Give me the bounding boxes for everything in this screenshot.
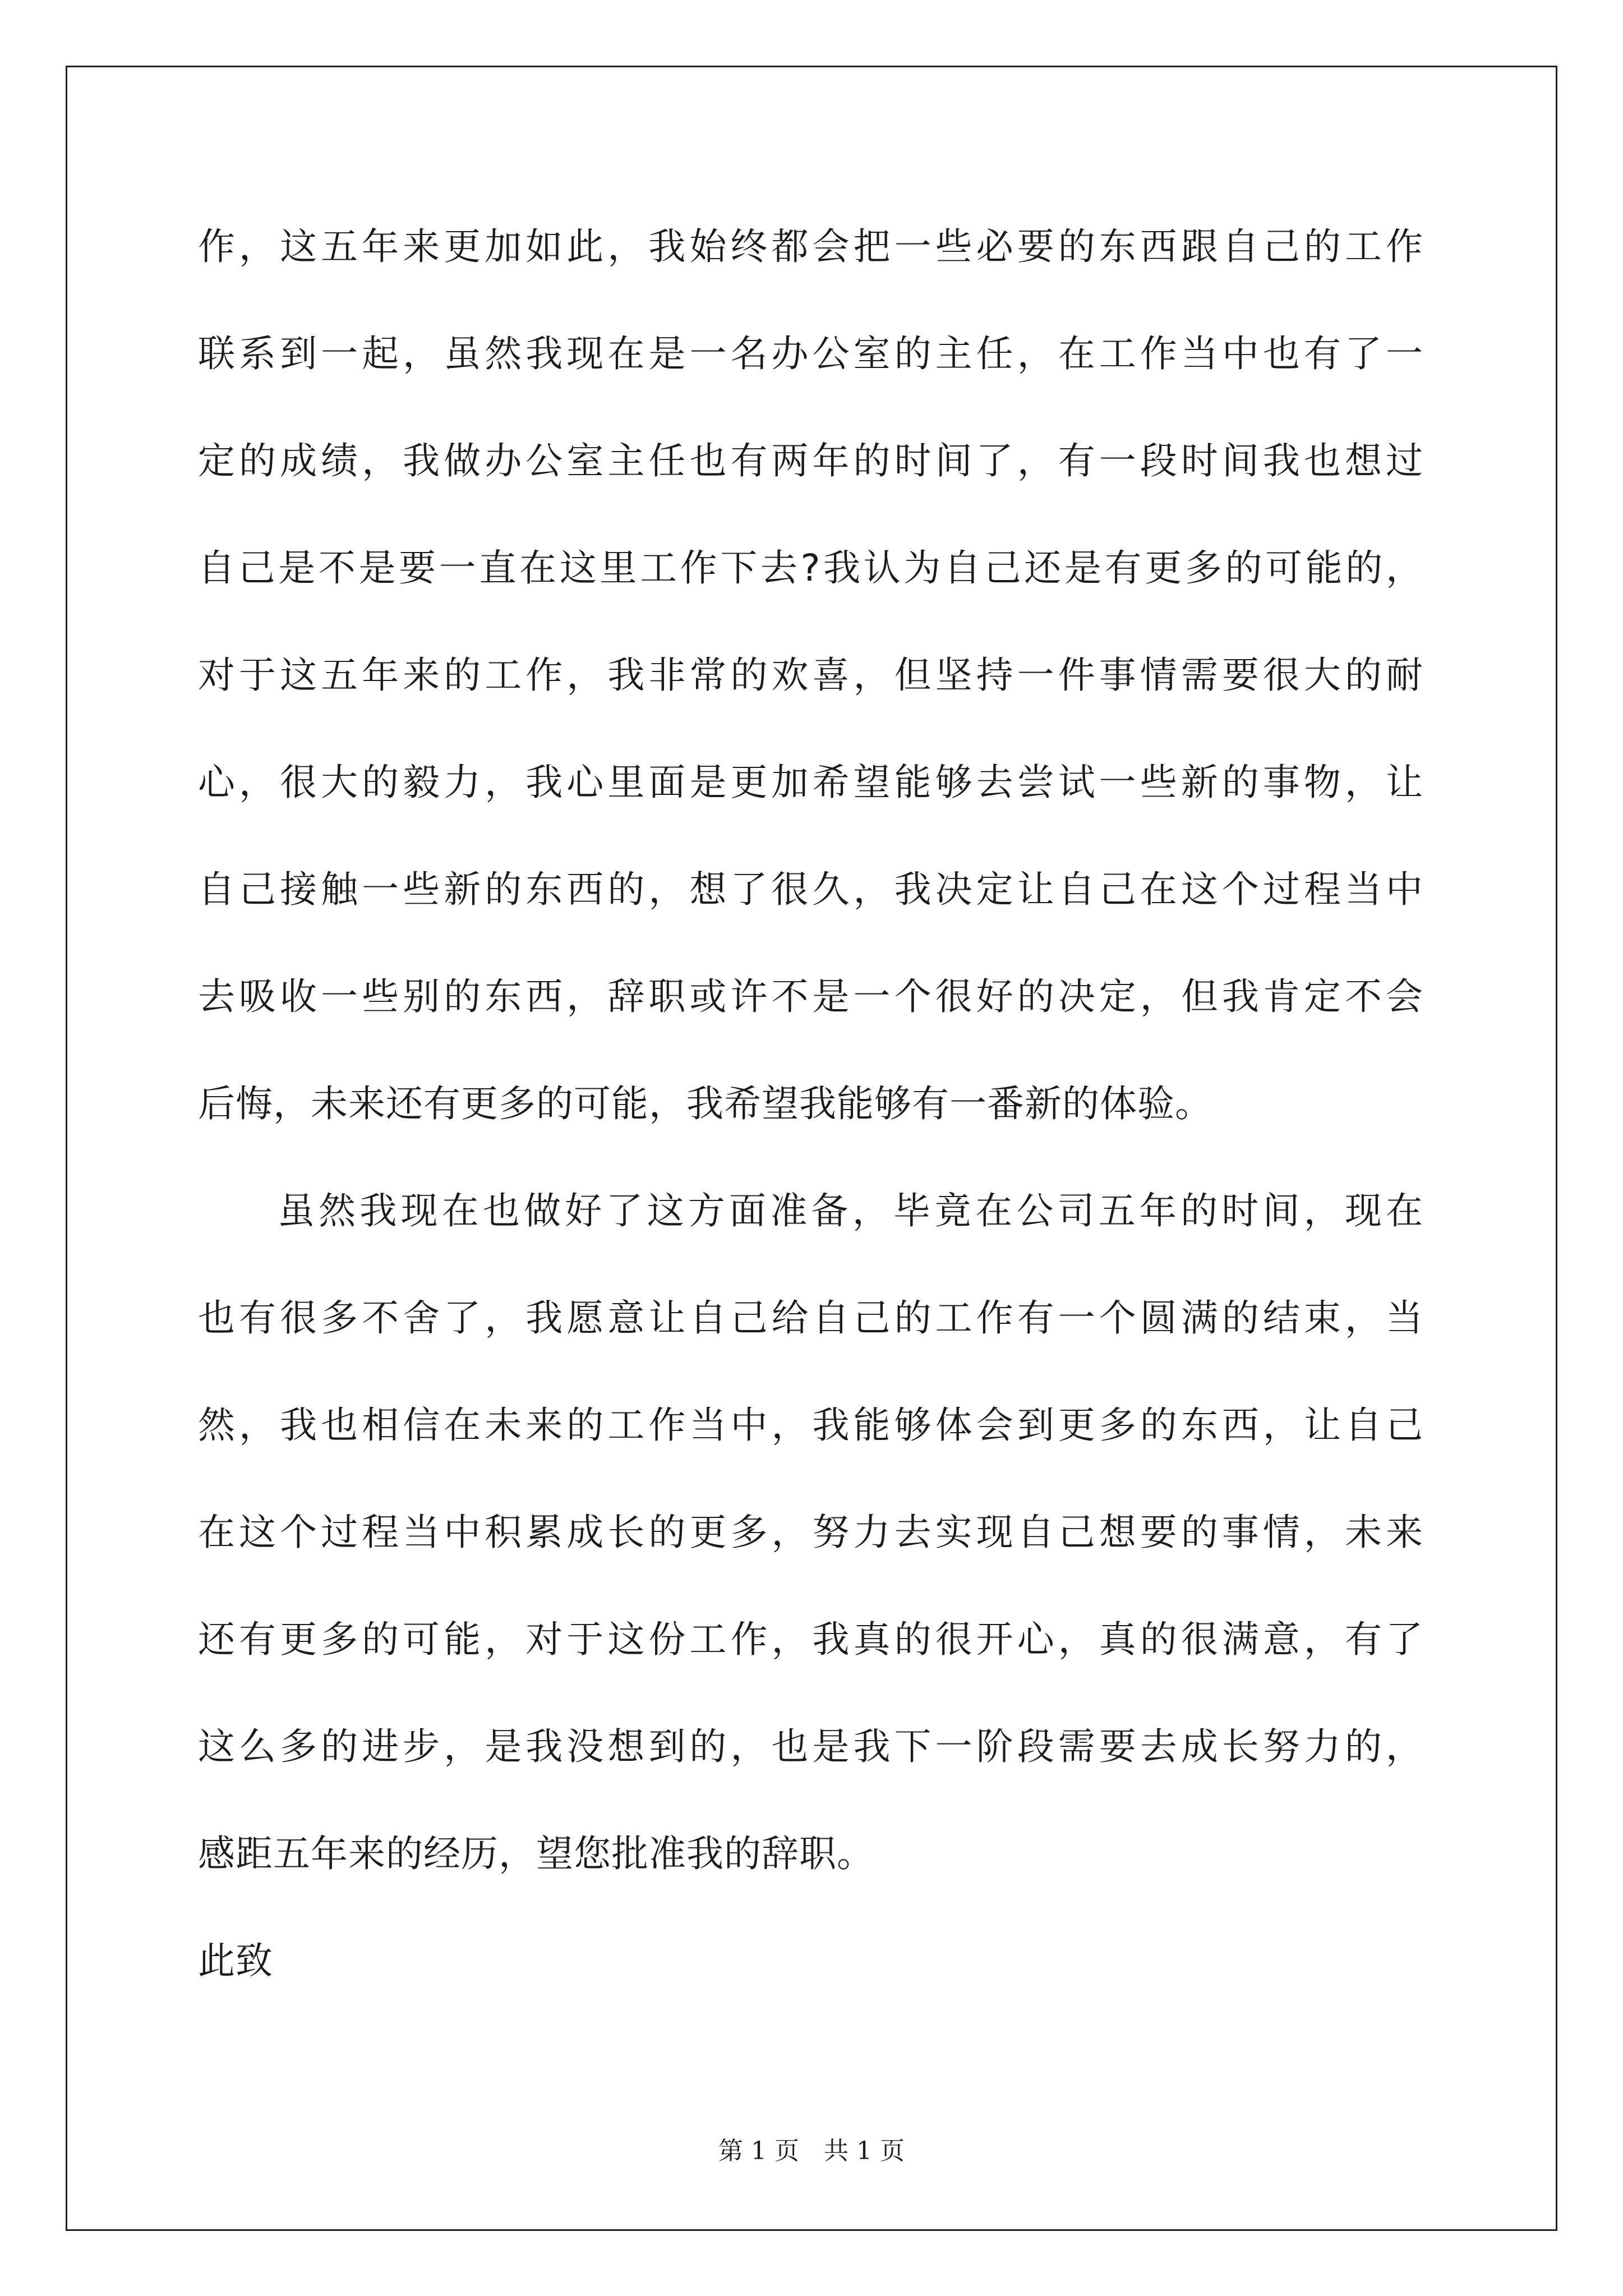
page-border — [66, 66, 1557, 2231]
page-number-footer: 第 1 页 共 1 页 — [718, 2137, 905, 2165]
body-line: 联系到一起，虽然我现在是一名办公室的主任，在工作当中也有了一 — [198, 332, 1423, 375]
body-line: 然，我也相信在未来的工作当中，我能够体会到更多的东西，让自己 — [198, 1404, 1423, 1447]
body-line: 自己是不是要一直在这里工作下去?我认为自己还是有更多的可能的， — [198, 546, 1423, 590]
body-line: 定的成绩，我做办公室主任也有两年的时间了，有一段时间我也想过 — [198, 439, 1423, 482]
paragraph-first-line: 虽然我现在也做好了这方面准备，毕竟在公司五年的时间，现在 — [278, 1189, 1423, 1232]
body-line: 也有很多不舍了，我愿意让自己给自己的工作有一个圆满的结束，当 — [198, 1296, 1423, 1340]
body-line: 在这个过程当中积累成长的更多，努力去实现自己想要的事情，未来 — [198, 1511, 1423, 1554]
body-line: 感距五年来的经历，望您批准我的辞职。 — [198, 1832, 874, 1875]
body-line: 自己接触一些新的东西的，想了很久，我决定让自己在这个过程当中 — [198, 868, 1423, 911]
closing-salutation: 此致 — [198, 1939, 273, 1982]
body-line: 还有更多的可能，对于这份工作，我真的很开心，真的很满意，有了 — [198, 1618, 1423, 1661]
body-line: 作，这五年来更加如此，我始终都会把一些必要的东西跟自己的工作 — [198, 225, 1423, 268]
body-line: 心，很大的毅力，我心里面是更加希望能够去尝试一些新的事物，让 — [198, 761, 1423, 804]
body-line: 对于这五年来的工作，我非常的欢喜，但坚持一件事情需要很大的耐 — [198, 654, 1423, 697]
body-line: 后悔，未来还有更多的可能，我希望我能够有一番新的体验。 — [198, 1082, 1212, 1125]
body-line: 这么多的进步，是我没想到的，也是我下一阶段需要去成长努力的， — [198, 1725, 1423, 1768]
body-line: 去吸收一些别的东西，辞职或许不是一个很好的决定，但我肯定不会 — [198, 975, 1423, 1018]
